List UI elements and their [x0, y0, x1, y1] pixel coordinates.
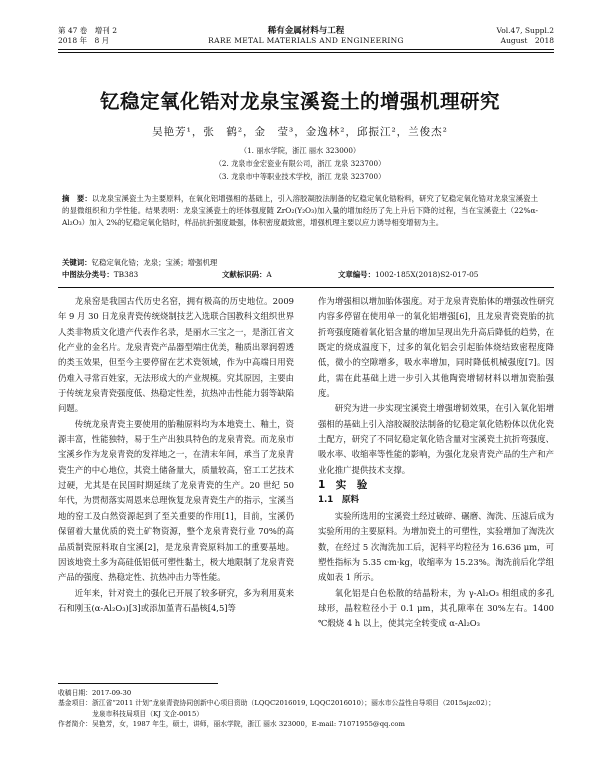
author-list: 吴艳芳¹，张 鹤²，金 莹³，金逸林²，邱振江²，兰俊杰² [152, 126, 448, 138]
clc-value: TB383 [113, 270, 139, 279]
clc-block [62, 269, 138, 280]
header-year-cn: 2018 年 8 月 [58, 36, 110, 45]
abstract [62, 193, 538, 230]
affiliation-1: （1. 丽水学院，浙江 丽水 323000） [239, 146, 361, 155]
body-paragraph: 氧化铝是白色松散的结晶粉末，为 γ-Al₂O₃ 相组成的多孔球形，晶粒粒径小于 0.1 μm，其孔隙率在 30%左右。1400 ℃煅烧 4 h 以上，使其完全转变成 α-Al₂O₃ [318, 587, 554, 629]
footnote-author: 作者简介：吴艳芳，女，1987 年生，硕士，讲师，丽水学院，浙江 丽水 323000，E-mail: 71071955@qq.com [58, 720, 405, 729]
header-volume-en: Vol.47, Suppl.2 [496, 26, 554, 35]
body-paragraph: 龙泉窑是我国古代历史名窑，拥有极高的历史地位。2009 年 9 月 30 日龙泉青瓷传统烧制技艺入选联合国教科文组织世界人类非物质文化遗产代表作名录，是丽水三宝之一，是浙江省文化产业的金名片。龙泉青瓷产品器型端庄优美，釉质出翠润碧透的类玉效果，但至今主要停留在艺术瓷领域，作为中高端日用瓷仍难入寻常百姓家，无法形成大的产业规模。究其原因，主要由于传统龙泉青瓷强度低、热稳定性差，抗热冲击性能力弱等缺陷问题。 [58, 296, 295, 414]
affiliation-2: （2. 龙泉市金宏瓷业有限公司，浙江 龙泉 323700） [214, 159, 386, 168]
left-column [58, 294, 294, 616]
right-column [318, 294, 554, 632]
article-number-block [338, 269, 479, 280]
abstract-rule [58, 287, 554, 288]
body-paragraph: 作为增强相以增加胎体强度。对于龙泉青瓷胎体的增强改性研究内容多停留在使用单一的氧化铝增强[6]，且龙泉青瓷瓷胎的抗折弯强度随着氧化铝含量的增加呈现出先升高后降低的趋势，在既定的烧成温度下，过多的氧化铝会引起胎体烧结致密程度降低，微小的空隙增多，吸水率增加，同时降低机械强度[7]。因此，需在此基础上进一步引入其他陶瓷增韧材料以增加瓷胎强度。 [318, 296, 554, 399]
article-number-value: 1002-185X(2018)S2-017-05 [374, 270, 479, 279]
abstract-text: 以龙泉宝溪瓷土为主要原料，在氧化铝增强相的基础上，引入溶胶凝胶法制备的钇稳定氧化锆粉料，研究了钇稳定氧化锆对龙泉宝溪瓷土的显微组织和力学性能。结果表明：龙泉宝溪瓷土的坯体强度随 ZrO₂(Y₂O₃)加入量的增加经历了先上升后下降的过程，当在宝溪瓷土（22%α-Al₂O₃）加入 2%的钇稳定氧化锆时，样品抗折强度最强，体积密度最致密，增强机理主要以应力诱导相变增韧为主。 [62, 194, 538, 228]
abstract-label: 摘 要： [62, 194, 92, 203]
section-heading: 1 实 验 [318, 479, 368, 492]
header-date-en: August 2018 [500, 36, 554, 45]
keywords-text: 钇稳定氧化锆；龙泉；宝溪；增强机理 [91, 258, 218, 267]
body-paragraph: 研究为进一步实现宝溪瓷土增强增韧效果，在引入氧化铝增强相的基础上引入溶胶凝胶法制备的钇稳定氧化锆粉体以优化瓷土配方，研究了不同钇稳定氧化锆含量对宝溪瓷土抗折弯强度、吸水率、收缩率等性能的影响，为强化龙泉青瓷产品的生产和产业化推广提供技术支撑。 [318, 403, 554, 475]
body-paragraph: 实验所选用的宝溪瓷土经过破碎、碾磨、淘洗、压滤后成为实验所用的主要原料。为增加瓷土的可塑性，实验增加了淘洗次数，在经过 5 次淘洗加工后，泥料平均粒径为 16.636 μm，可塑性指标为 5.35 cm·kg，收缩率为 15.23%。淘洗前后化学组成如表 1 所示。 [318, 510, 554, 583]
paper-title: 钇稳定氧化锆对龙泉宝溪瓷土的增强机理研究 [99, 90, 500, 113]
body-paragraph: 传统龙泉青瓷主要使用的胎釉原料均为本地瓷土、釉土，资源丰富，性能独特，易于生产出独具特色的龙泉青瓷。而龙泉市宝溪乡作为龙泉青瓷的发祥地之一，在清末年间，承当了龙泉青瓷生产的中心地位，其瓷土储备量大，质量较高，窑工工艺技术过硬，尤其是在民国时期延续了龙泉青瓷的生产。20 世纪 50 年代，为贯彻落实周恩来总理恢复龙泉青瓷生产的指示，宝溪当地的窑工及白然资源起到了至关重要的作用[1]，目前，宝溪仍保留着大量优质的瓷土矿物资源，整个龙泉青瓷行业 70%的高品质制瓷原料取自宝溪[2]，是龙泉青瓷原料加工的重要基地。因该地瓷土多为高硅低铝低可塑性黏土，极大地限制了龙泉青瓷产品的强度、热稳定性、抗热冲击力等性能。 [58, 418, 294, 583]
doc-code-value: A [266, 270, 272, 279]
header-volume-en-block [497, 26, 554, 46]
footnote-funding-cont: 龙泉市科技局项目（KJ 文企-0015） [58, 709, 204, 718]
header-journal-cn: 稀有金属材料与工程 [267, 26, 345, 36]
header-volume-cn: 第 47 卷 增刊 2 [58, 26, 117, 35]
header-rule [58, 49, 554, 50]
keywords-label: 关键词： [62, 258, 92, 267]
footnote-rule [58, 683, 218, 684]
header-journal-en: RARE METAL MATERIALS AND ENGINEERING [208, 36, 404, 45]
running-header [58, 26, 554, 52]
footnote-funding: 基金项目：浙江省“2011 计划”龙泉青瓷协同创新中心项目资助（LQQC2016019, LQQC2016010）；丽水市公益性自导项目（2015sjzc02）； [58, 699, 495, 708]
subsection-heading: 1.1 原料 [318, 495, 360, 506]
header-journal [58, 26, 554, 46]
footnotes [58, 688, 554, 730]
article-number-label: 文章编号： [338, 270, 375, 279]
header-rule-thin [58, 52, 554, 53]
body-paragraph: 近年来，针对瓷土的强化已开展了较多研究，多为利用莫来石和刚玉(α-Al₂O₃)[3]或添加堇青石晶核[4,5]等 [58, 587, 294, 613]
doc-code-label: 文献标识码： [222, 270, 267, 279]
clc-label: 中图法分类号： [62, 270, 114, 279]
doc-code-block [222, 269, 272, 280]
affiliation-3: （3. 龙泉市中等职业技术学校，浙江 龙泉 323700） [214, 172, 386, 181]
keywords [62, 257, 538, 268]
footnote-received: 收稿日期：2017-09-30 [58, 689, 132, 697]
